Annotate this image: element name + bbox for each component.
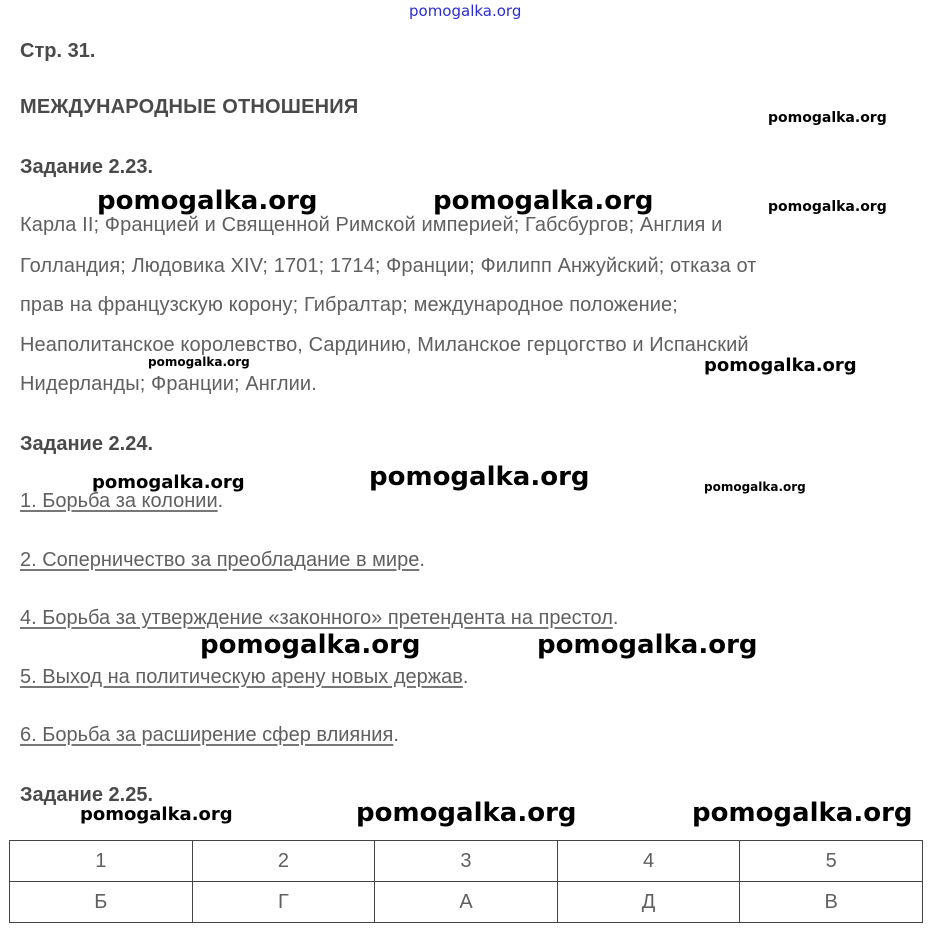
watermark: pomogalka.org xyxy=(92,472,245,493)
task-223-heading: Задание 2.23. xyxy=(20,156,154,178)
watermark: pomogalka.org xyxy=(692,798,913,828)
task-223-line: Неаполитанское королевство, Сардинию, Миланское герцогство и Испанский xyxy=(20,334,749,356)
task-223-line: Карла II; Францией и Священной Римской империей; Габсбургов; Англия и xyxy=(20,214,723,236)
task-223-line: Нидерланды; Франции; Англии. xyxy=(20,373,317,395)
table-cell: В xyxy=(740,882,923,923)
answer-item: 6. Борьба за расширение сфер влияния. xyxy=(20,724,399,746)
table-cell: 4 xyxy=(557,841,740,882)
answer-item: 2. Соперничество за преобладание в мире. xyxy=(20,549,425,571)
answer-item: 5. Выход на политическую арену новых держав. xyxy=(20,666,469,688)
watermark: pomogalka.org xyxy=(369,462,590,492)
watermark: pomogalka.org xyxy=(768,199,887,215)
table-cell: 3 xyxy=(375,841,558,882)
table-row xyxy=(10,882,923,923)
table-cell: Д xyxy=(557,882,740,923)
table-cell: Г xyxy=(192,882,375,923)
page-label: Стр. 31. xyxy=(20,40,96,62)
watermark: pomogalka.org xyxy=(97,186,318,216)
table-cell: А xyxy=(375,882,558,923)
task-225-heading: Задание 2.25. xyxy=(20,784,154,806)
watermark: pomogalka.org xyxy=(433,186,654,216)
watermark: pomogalka.org xyxy=(148,355,250,369)
watermark: pomogalka.org xyxy=(704,355,857,376)
watermark: pomogalka.org xyxy=(356,798,577,828)
watermark: pomogalka.org xyxy=(704,480,806,494)
task-223-line: прав на французскую корону; Гибралтар; международное положение; xyxy=(20,294,678,316)
task-223-line: Голландия; Людовика XIV; 1701; 1714; Франции; Филипп Анжуйский; отказа от xyxy=(20,255,757,277)
watermark: pomogalka.org xyxy=(80,804,233,825)
watermark: pomogalka.org xyxy=(768,110,887,126)
answer-table xyxy=(9,840,923,923)
table-cell: 2 xyxy=(192,841,375,882)
watermark: pomogalka.org xyxy=(200,630,421,660)
table-cell: 5 xyxy=(740,841,923,882)
table-cell: 1 xyxy=(10,841,193,882)
task-224-heading: Задание 2.24. xyxy=(20,433,154,455)
table-cell: Б xyxy=(10,882,193,923)
section-title: МЕЖДУНАРОДНЫЕ ОТНОШЕНИЯ xyxy=(20,96,359,118)
answer-item: 4. Борьба за утверждение «законного» претендента на престол. xyxy=(20,607,619,629)
site-watermark-top: pomogalka.org xyxy=(409,2,522,20)
answer-item: 1. Борьба за колонии. xyxy=(20,490,224,512)
watermark: pomogalka.org xyxy=(537,630,758,660)
table-row xyxy=(10,841,923,882)
